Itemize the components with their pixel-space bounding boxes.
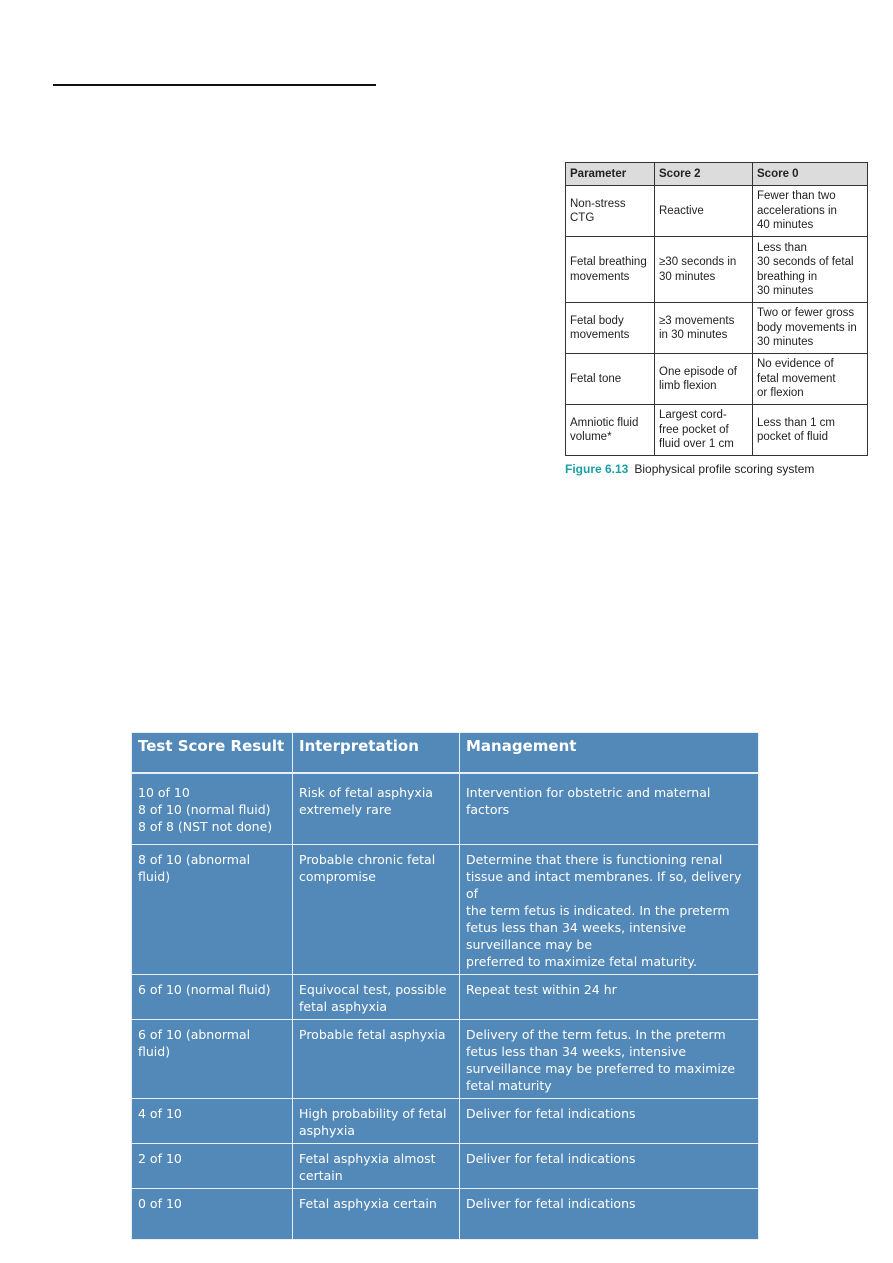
cell-text: 6 of 10 (normal fluid) bbox=[138, 982, 271, 997]
table-cell bbox=[655, 303, 753, 354]
biophysical-profile-table bbox=[565, 162, 868, 456]
header-management: Management bbox=[460, 733, 759, 774]
cell-text: Fetal asphyxia almost certain bbox=[299, 1151, 436, 1183]
table-cell bbox=[293, 845, 460, 975]
table-cell bbox=[460, 1144, 759, 1189]
cell-text: Equivocal test, possible fetal asphyxia bbox=[299, 982, 447, 1014]
header-score-0: Score 0 bbox=[753, 163, 868, 186]
table-cell bbox=[566, 303, 655, 354]
table-header-row bbox=[566, 163, 868, 186]
header-score-2: Score 2 bbox=[655, 163, 753, 186]
cell-text: Largest cord- free pocket of fluid over 1 cm bbox=[659, 409, 734, 451]
cell-text: One episode of limb flexion bbox=[659, 365, 738, 392]
table-cell bbox=[753, 354, 868, 405]
table-row bbox=[132, 1189, 759, 1240]
figure-caption bbox=[565, 462, 814, 476]
cell-text: 4 of 10 bbox=[138, 1106, 182, 1121]
cell-text: Fetal asphyxia certain bbox=[299, 1196, 437, 1211]
cell-text: Determine that there is functioning renal tissue and intact membranes. If so, delivery of the term fetus is indicated. In the preterm fetus less than 34 weeks, intensive surveillance may be preferred to maximize fetal maturity. bbox=[466, 852, 742, 969]
table-cell bbox=[753, 405, 868, 456]
cell-text: ≥3 movements in 30 minutes bbox=[659, 314, 735, 341]
table-row bbox=[132, 975, 759, 1020]
cell-text: Delivery of the term fetus. In the preterm fetus less than 34 weeks, intensive surveillance may be preferred to maximize fetal maturity bbox=[466, 1027, 736, 1093]
table-cell bbox=[460, 1099, 759, 1144]
cell-text: Probable chronic fetal compromise bbox=[299, 852, 436, 884]
table-row bbox=[132, 1099, 759, 1144]
cell-text: High probability of fetal asphyxia bbox=[299, 1106, 447, 1138]
table-cell bbox=[460, 1020, 759, 1099]
table-cell bbox=[293, 1020, 460, 1099]
table-cell bbox=[655, 354, 753, 405]
cell-text: Non-stress CTG bbox=[570, 197, 626, 224]
cell-text: Risk of fetal asphyxia extremely rare bbox=[299, 785, 433, 817]
header-test-score-result: Test Score Result bbox=[132, 733, 293, 774]
table-cell bbox=[655, 186, 753, 237]
cell-text: Deliver for fetal indications bbox=[466, 1106, 636, 1121]
table-row bbox=[132, 773, 759, 845]
table-cell bbox=[753, 303, 868, 354]
cell-text: Fetal tone bbox=[570, 372, 622, 385]
cell-text: Deliver for fetal indications bbox=[466, 1151, 636, 1166]
table-cell bbox=[566, 186, 655, 237]
cell-text: Fetal body movements bbox=[570, 314, 630, 341]
cell-text: Amniotic fluid volume* bbox=[570, 416, 639, 443]
table-row bbox=[566, 405, 868, 456]
table-cell bbox=[460, 975, 759, 1020]
cell-text: Probable fetal asphyxia bbox=[299, 1027, 446, 1042]
table-row bbox=[132, 845, 759, 975]
table-row bbox=[566, 303, 868, 354]
table-cell bbox=[293, 1189, 460, 1240]
table-cell bbox=[132, 975, 293, 1020]
cell-text: Two or fewer gross body movements in 30 minutes bbox=[757, 307, 857, 349]
cell-text: Less than 1 cm pocket of fluid bbox=[757, 416, 835, 443]
figure-label: Figure 6.13 bbox=[565, 462, 629, 476]
cell-text: 6 of 10 (abnormal fluid) bbox=[138, 1027, 251, 1059]
table-cell bbox=[566, 405, 655, 456]
table-cell bbox=[132, 1189, 293, 1240]
cell-text: 10 of 10 8 of 10 (normal fluid) 8 of 8 (NST not done) bbox=[138, 785, 273, 834]
table-cell bbox=[293, 1099, 460, 1144]
table-cell bbox=[566, 354, 655, 405]
table-cell bbox=[460, 845, 759, 975]
header-interpretation: Interpretation bbox=[293, 733, 460, 774]
cell-text: Repeat test within 24 hr bbox=[466, 982, 617, 997]
cell-text: Reactive bbox=[659, 204, 704, 217]
table-cell bbox=[460, 1189, 759, 1240]
table-row bbox=[132, 1020, 759, 1099]
cell-text: Deliver for fetal indications bbox=[466, 1196, 636, 1211]
table-cell bbox=[293, 975, 460, 1020]
cell-text: ≥30 seconds in 30 minutes bbox=[659, 256, 737, 283]
table-cell bbox=[132, 1099, 293, 1144]
table-cell bbox=[132, 1144, 293, 1189]
table-row bbox=[566, 186, 868, 237]
cell-text: 8 of 10 (abnormal fluid) bbox=[138, 852, 251, 884]
cell-text: Intervention for obstetric and maternal factors bbox=[466, 785, 711, 817]
cell-text: Fewer than two accelerations in 40 minutes bbox=[757, 190, 837, 232]
cell-text: No evidence of fetal movement or flexion bbox=[757, 358, 836, 400]
table-cell bbox=[753, 237, 868, 303]
table-row bbox=[566, 354, 868, 405]
table-cell bbox=[132, 773, 293, 845]
table-cell bbox=[566, 237, 655, 303]
table-row bbox=[132, 1144, 759, 1189]
table-cell bbox=[132, 845, 293, 975]
table-cell bbox=[293, 1144, 460, 1189]
header-parameter: Parameter bbox=[566, 163, 655, 186]
cell-text: Less than 30 seconds of fetal breathing in 30 minutes bbox=[757, 241, 854, 297]
cell-text: Fetal breathing movements bbox=[570, 256, 647, 283]
table-row bbox=[566, 237, 868, 303]
table-cell bbox=[460, 773, 759, 845]
table-header-row bbox=[132, 733, 759, 774]
interpretation-table bbox=[131, 732, 759, 1240]
table-cell bbox=[293, 773, 460, 845]
table-cell bbox=[655, 237, 753, 303]
table-cell bbox=[753, 186, 868, 237]
table-cell bbox=[655, 405, 753, 456]
figure-caption-text: Biophysical profile scoring system bbox=[634, 462, 815, 476]
table-cell bbox=[132, 1020, 293, 1099]
cell-text: 2 of 10 bbox=[138, 1151, 182, 1166]
cell-text: 0 of 10 bbox=[138, 1196, 182, 1211]
heading-underline bbox=[53, 84, 376, 86]
